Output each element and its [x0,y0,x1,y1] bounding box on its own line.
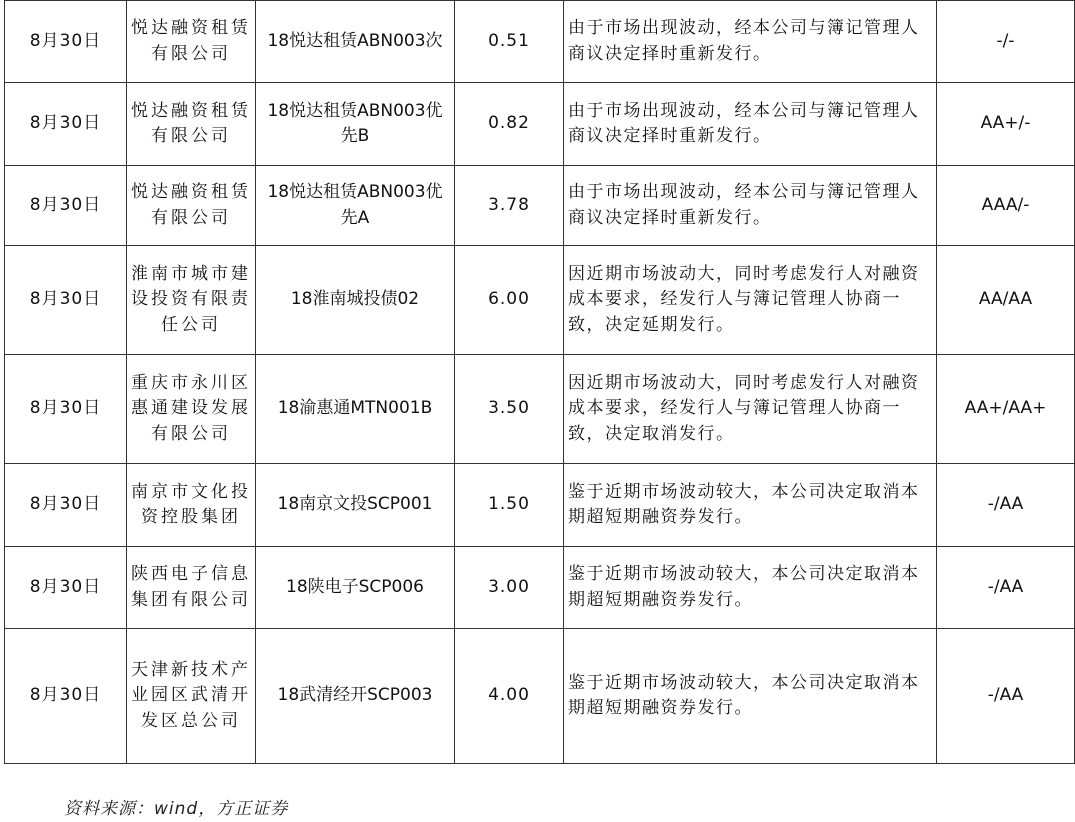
issuer-cell: 陕西电子信息集团有限公司 [127,547,256,629]
amount-cell: 3.78 [455,166,564,246]
rating-cell: -/AA [937,629,1075,764]
bond-name-cell: 18淮南城投债02 [256,246,455,355]
table-row [5,246,1075,355]
table-row [5,1,1075,83]
bond-name-cell: 18南京文投SCP001 [256,464,455,547]
bond-name-cell: 18悦达租赁ABN003优先A [256,166,455,246]
bond-name-cell: 18武清经开SCP003 [256,629,455,764]
table-row [5,547,1075,629]
table-row [5,166,1075,246]
amount-cell: 0.82 [455,83,564,166]
amount-cell: 3.00 [455,547,564,629]
issuer-cell: 淮南市城市建设投资有限责任公司 [127,246,256,355]
reason-cell: 由于市场出现波动，经本公司与簿记管理人商议决定择时重新发行。 [564,83,937,166]
issue-date-cell: 8月30日 [5,166,127,246]
reason-cell: 由于市场出现波动，经本公司与簿记管理人商议决定择时重新发行。 [564,1,937,83]
bond-name-cell: 18悦达租赁ABN003优先B [256,83,455,166]
table-row [5,355,1075,464]
issue-date-cell: 8月30日 [5,246,127,355]
rating-cell: -/- [937,1,1075,83]
issue-date-cell: 8月30日 [5,1,127,83]
reason-cell: 鉴于近期市场波动较大，本公司决定取消本期超短期融资券发行。 [564,464,937,547]
issue-date-cell: 8月30日 [5,83,127,166]
table-row [5,464,1075,547]
issue-date-cell: 8月30日 [5,547,127,629]
rating-cell: AA+/AA+ [937,355,1075,464]
rating-cell: AAA/- [937,166,1075,246]
rating-cell: AA+/- [937,83,1075,166]
amount-cell: 6.00 [455,246,564,355]
reason-cell: 因近期市场波动大，同时考虑发行人对融资成本要求，经发行人与簿记管理人协商一致，决定取消发行。 [564,355,937,464]
reason-cell: 由于市场出现波动，经本公司与簿记管理人商议决定择时重新发行。 [564,166,937,246]
issue-date-cell: 8月30日 [5,629,127,764]
bond-name-cell: 18悦达租赁ABN003次 [256,1,455,83]
issuer-cell: 悦达融资租赁有限公司 [127,166,256,246]
source-note: 资料来源：wind，方正证券 [64,799,289,819]
bond-name-cell: 18渝惠通MTN001B [256,355,455,464]
amount-cell: 4.00 [455,629,564,764]
reason-cell: 因近期市场波动大，同时考虑发行人对融资成本要求，经发行人与簿记管理人协商一致，决定延期发行。 [564,246,937,355]
issuer-cell: 天津新技术产业园区武清开发区总公司 [127,629,256,764]
amount-cell: 0.51 [455,1,564,83]
issuer-cell: 南京市文化投资控股集团 [127,464,256,547]
issuer-cell: 悦达融资租赁有限公司 [127,1,256,83]
amount-cell: 1.50 [455,464,564,547]
issue-date-cell: 8月30日 [5,355,127,464]
rating-cell: -/AA [937,464,1075,547]
rating-cell: -/AA [937,547,1075,629]
table-row [5,629,1075,764]
issuer-cell: 重庆市永川区惠通建设发展有限公司 [127,355,256,464]
amount-cell: 3.50 [455,355,564,464]
rating-cell: AA/AA [937,246,1075,355]
table-row [5,83,1075,166]
issue-date-cell: 8月30日 [5,464,127,547]
issuer-cell: 悦达融资租赁有限公司 [127,83,256,166]
bond-postponement-table [4,0,1075,764]
reason-cell: 鉴于近期市场波动较大，本公司决定取消本期超短期融资券发行。 [564,629,937,764]
bond-name-cell: 18陕电子SCP006 [256,547,455,629]
reason-cell: 鉴于近期市场波动较大，本公司决定取消本期超短期融资券发行。 [564,547,937,629]
